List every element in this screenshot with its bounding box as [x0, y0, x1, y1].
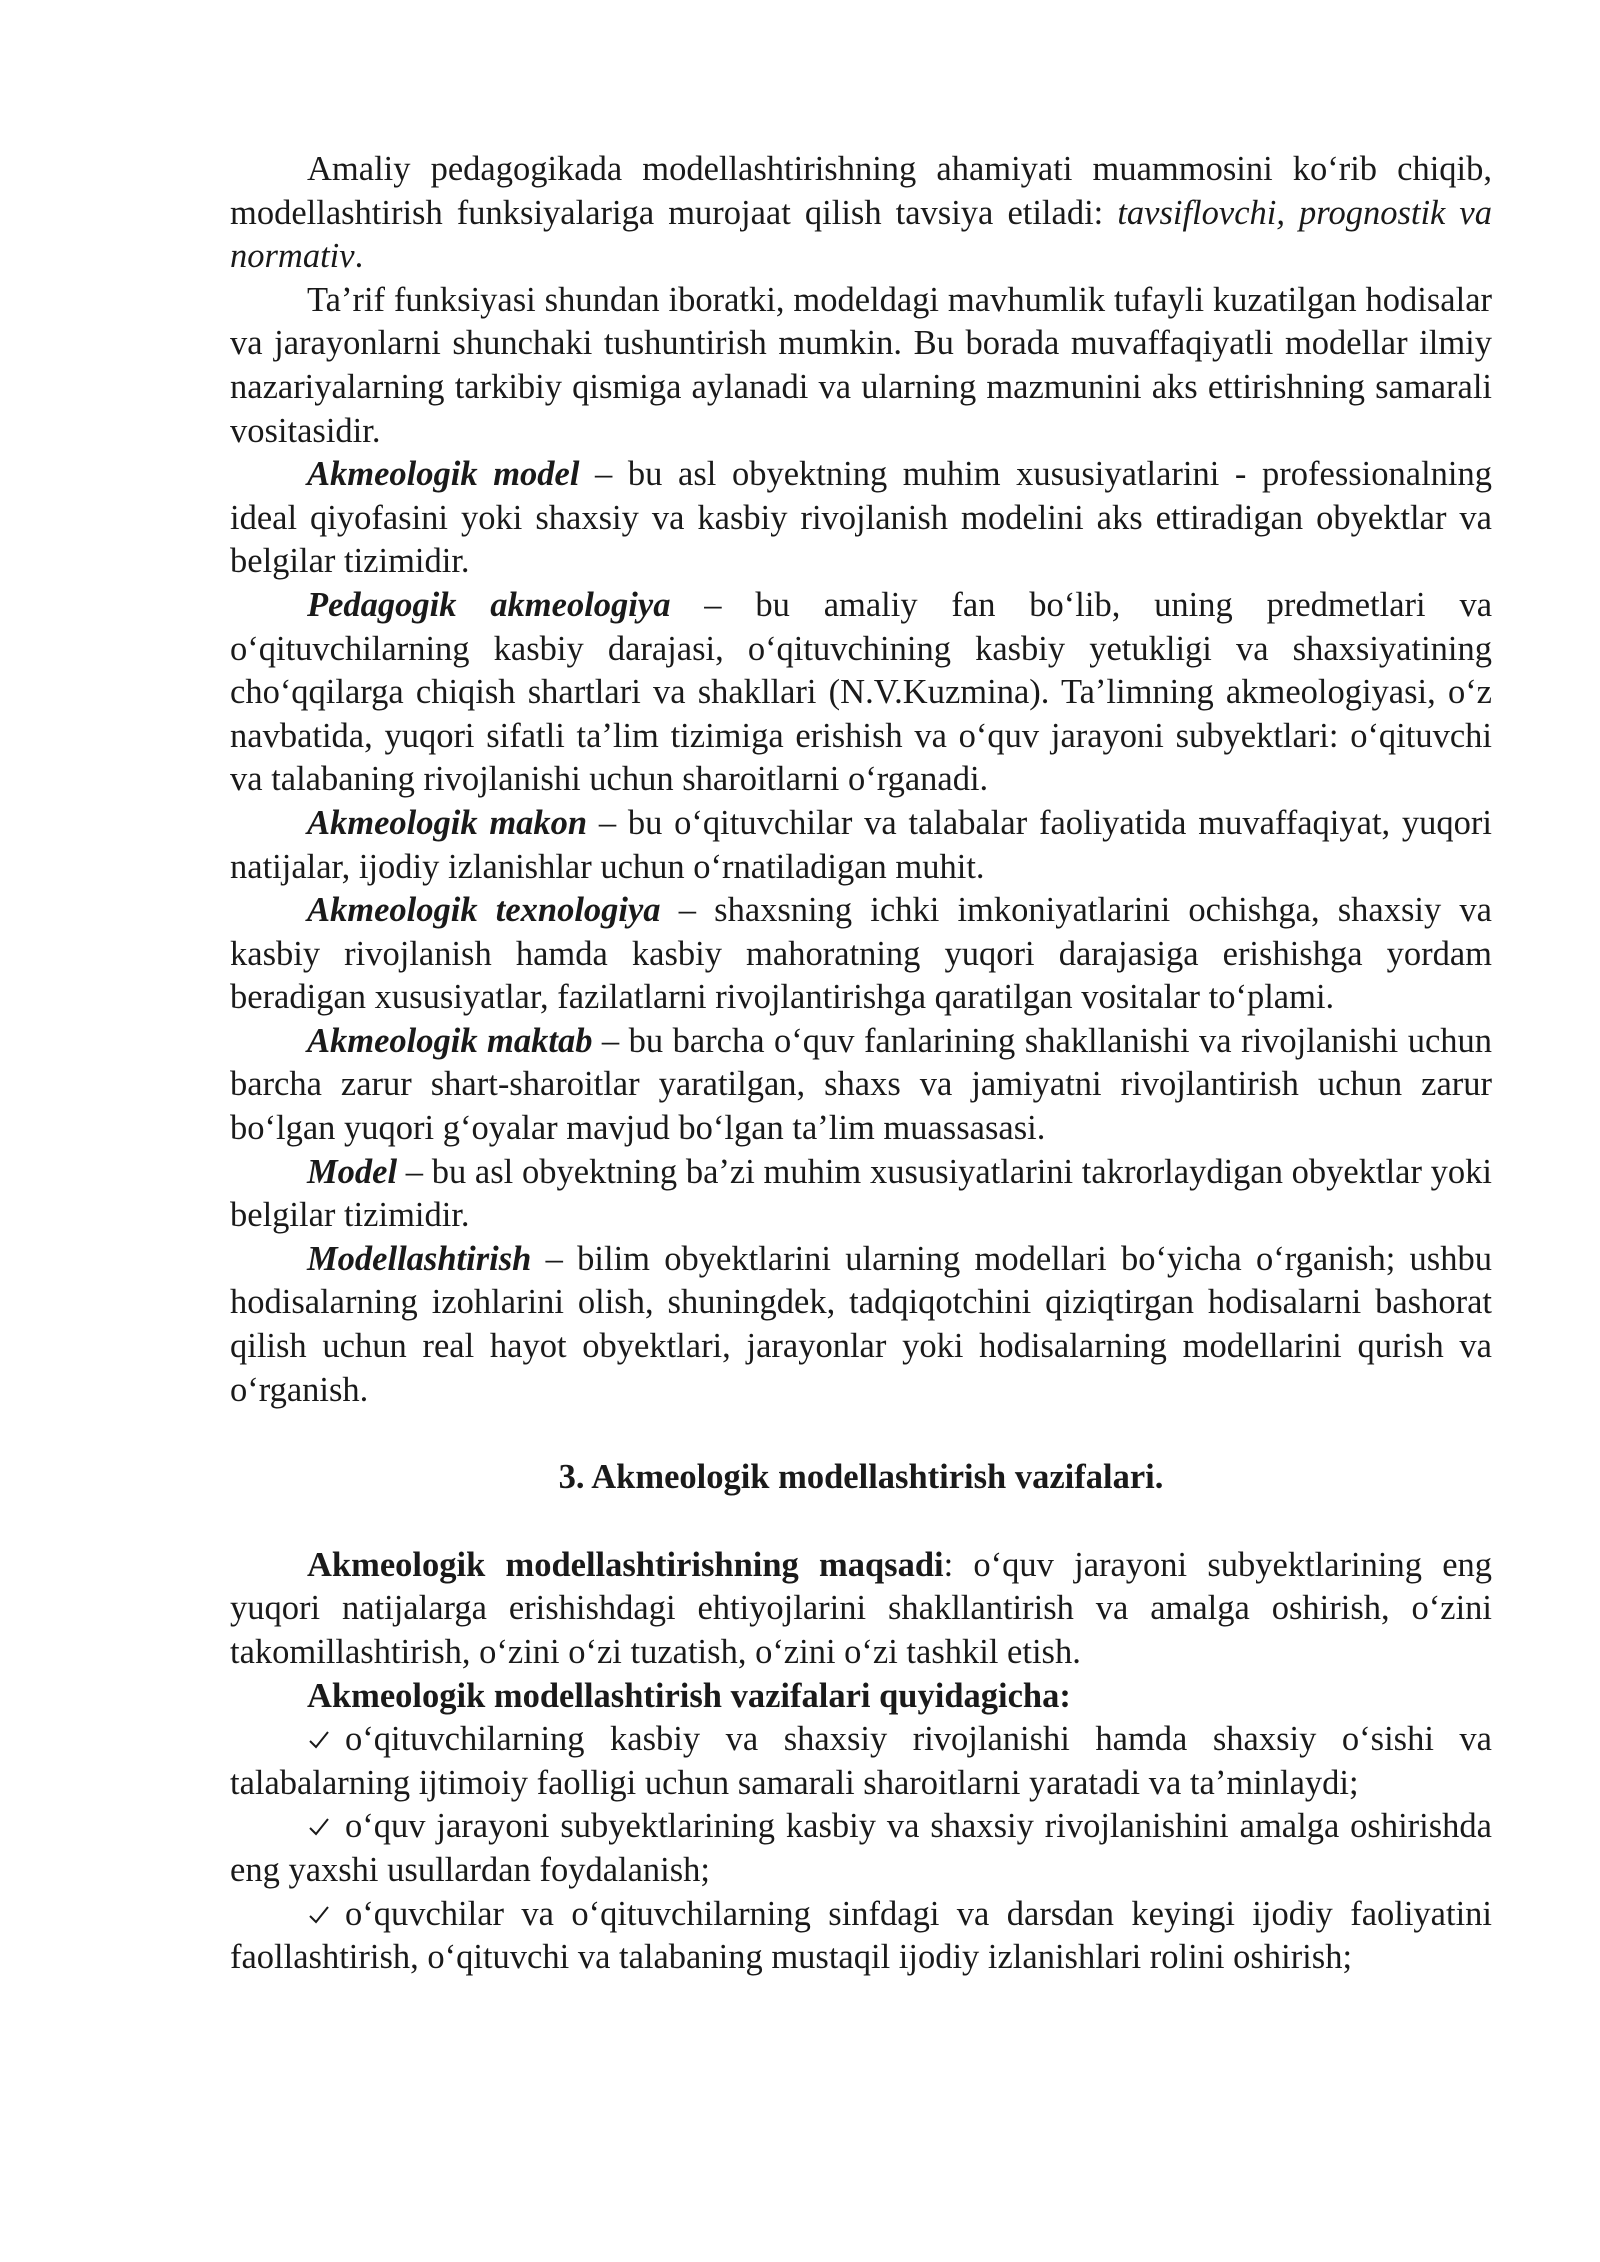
definition-text: – shaxsning ichki imkoniyatlarini ochishga, shaxsiy va kasbiy rivojlanish hamda kasbiy mahoratning yuqori darajasiga erishishga yordam beradigan xususiyatlar, fazilatlarni rivojlantirishga qaratilgan vositalar toʻplami.	[230, 891, 1492, 1017]
definition-modellashtirish	[230, 1238, 1492, 1412]
definition-text: – bu asl obyektning muhim xususiyatlarini - professionalning ideal qiyofasini yoki shaxsiy va kasbiy rivojlanish modelini aks ettiradigan obyektlar va belgilar tizimidir.	[230, 455, 1492, 581]
definition-pedagogik-akmeologiya	[230, 584, 1492, 802]
term: Modellashtirish	[307, 1239, 532, 1278]
paragraph-text: Taʼrif funksiyasi shundan iboratki, modeldagi mavhumlik tufayli kuzatilgan hodisalar va jarayonlarni shunchaki tushuntirish mumkin. Bu borada muvaffaqiyatli modellar ilmiy nazariyalarning tarkibiy qismiga aylanadi va ularning mazmunini aks ettirishning samarali vositasidir.	[230, 280, 1492, 450]
task-text: oʻquv jarayoni subyektlarining kasbiy va shaxsiy rivojlanishini amalga oshirishda eng yaxshi usullardan foydalanish;	[230, 1807, 1492, 1889]
checkmark-icon	[307, 1805, 345, 1849]
task-text: oʻquvchilar va oʻqituvchilarning sinfdagi va darsdan keyingi ijodiy faoliyatini faollashtirish, oʻqituvchi va talabaning mustaqil ijodiy izlanishlari rolini oshirish;	[230, 1894, 1492, 1977]
section-heading: 3. Akmeologik modellashtirish vazifalari.	[558, 1458, 1164, 1497]
definition-akmeologik-model	[230, 453, 1492, 584]
paragraph-intro	[230, 148, 1492, 279]
paragraph-definition-function	[230, 279, 1492, 453]
term: Pedagogik akmeologiya	[307, 585, 671, 624]
checkmark-icon	[307, 1718, 345, 1762]
definition-text: – bu barcha oʻquv fanlarining shakllanishi va rivojlanishi uchun barcha zarur shart-sharoitlar yaratilgan, shaxs va jamiyatni rivojlantirish uchun zarur boʻlgan yuqori gʻoyalar mavjud boʻlgan taʼlim muassasasi.	[230, 1021, 1493, 1148]
definition-text: – bilim obyektlarini ularning modellari boʻyicha oʻrganish; ushbu hodisalarning izohlarini olish, shuningdek, tadqiqotchini qiziqtirgan hodisalarni bashorat qilish uchun real hayot obyektlari, jarayonlar yoki hodisalarning modellarini qurish va oʻrganish.	[230, 1239, 1492, 1409]
definition-model	[230, 1151, 1492, 1238]
term: Model	[307, 1152, 398, 1191]
term: Akmeologik model	[307, 455, 580, 494]
definition-akmeologik-maktab	[230, 1020, 1492, 1151]
definition-akmeologik-texnologiya	[230, 889, 1492, 1020]
paragraph-text: Amaliy pedagogikada modellashtirishning ahamiyati muammosini koʻrib chiqib, modellashtirish funksiyalariga murojaat qilish tavsiya etiladi:	[230, 150, 1492, 232]
task-item	[230, 1718, 1492, 1805]
task-item	[230, 1805, 1492, 1892]
function-list-italic: tavsiflovchi, prognostik va normativ	[230, 193, 1492, 276]
goal-term: Akmeologik modellashtirishning maqsadi	[307, 1545, 944, 1584]
term: Akmeologik makon	[307, 803, 588, 842]
definition-akmeologik-makon	[230, 802, 1492, 889]
task-item	[230, 1893, 1492, 1980]
definition-text: – bu oʻqituvchilar va talabalar faoliyatida muvaffaqiyat, yuqori natijalar, ijodiy izlanishlar uchun oʻrnatiladigan muhit.	[230, 803, 1492, 886]
document-page	[230, 148, 1492, 1980]
paragraph-tail: .	[354, 237, 364, 276]
definition-text: – bu amaliy fan boʻlib, uning predmetlari va oʻqituvchilarning kasbiy darajasi, oʻqituvchining kasbiy yetukligi va shaxsiyatining choʻqqilarga chiqish shartlari va shakllari (N.V.Kuzmina). Taʼlimning akmeologiyasi, oʻz navbatida, yuqori sifatli taʼlim tizimiga erishish va oʻquv jarayoni subyektlari: oʻqituvchi va talabaning rivojlanishi uchun sharoitlarni oʻrganadi.	[230, 585, 1493, 799]
tasks-heading: Akmeologik modellashtirish vazifalari quyidagicha:	[307, 1676, 1071, 1715]
task-text: oʻqituvchilarning kasbiy va shaxsiy rivojlanishi hamda shaxsiy oʻsishi va talabalarning ijtimoiy faolligi uchun samarali sharoitlarni yaratadi va taʼminlaydi;	[230, 1720, 1492, 1802]
goal-paragraph	[230, 1544, 1492, 1675]
term: Akmeologik texnologiya	[307, 891, 661, 930]
definition-text: – bu asl obyektning baʼzi muhim xususiyatlarini takrorlaydigan obyektlar yoki belgilar tizimidir.	[230, 1152, 1492, 1235]
goal-text: : oʻquv jarayoni subyektlarining eng yuqori natijalarga erishishdagi ehtiyojlarini shakllantirish va amalga oshirish, oʻzini takomillashtirish, oʻzini oʻzi tuzatish, oʻzini oʻzi tashkil etish.	[230, 1545, 1493, 1671]
term: Akmeologik maktab	[307, 1021, 593, 1060]
checkmark-icon	[307, 1893, 345, 1937]
